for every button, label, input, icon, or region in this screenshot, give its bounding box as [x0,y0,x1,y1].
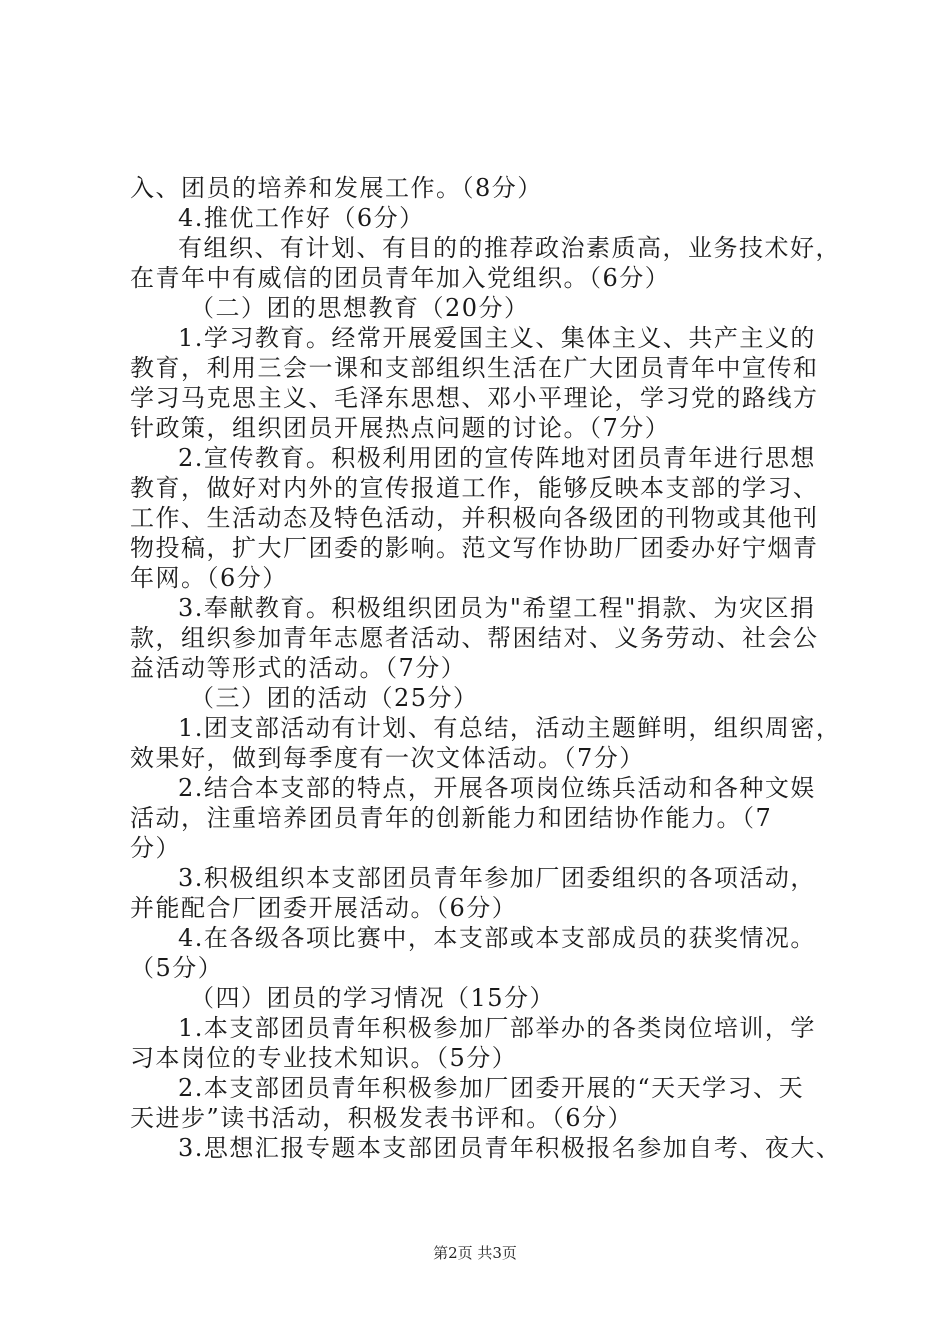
text-line: 1.学习教育。经常开展爱国主义、集体主义、共产主义的 [178,324,816,352]
text-line: 款，组织参加青年志愿者活动、帮困结对、义务劳动、社会公 [130,624,819,652]
section-heading: （三）团的活动（25分） [190,684,479,712]
text-line: 学习马克思主义、毛泽东思想、邓小平理论，学习党的路线方 [130,384,819,412]
body-text [130,173,842,1163]
text-line: 习本岗位的专业技术知识。（5分） [130,1044,518,1072]
text-line: 2.本支部团员青年积极参加厂团委开展的“天天学习、天 [178,1074,805,1102]
section-heading: （二）团的思想教育（20分） [190,294,530,322]
text-line: 3.奉献教育。积极组织团员为"希望工程"捐款、为灾区捐 [178,594,816,622]
text-line: 1.团支部活动有计划、有总结，活动主题鲜明，组织周密， [178,714,842,742]
text-line: 2.宣传教育。积极利用团的宣传阵地对团员青年进行思想 [178,444,816,472]
text-line: 益活动等形式的活动。（7分） [130,654,467,682]
text-line: 针政策，组织团员开展热点问题的讨论。（7分） [130,414,671,442]
text-line: 3.积极组织本支部团员青年参加厂团委组织的各项活动， [178,864,816,892]
text-line: 入、团员的培养和发展工作。（8分） [130,174,543,202]
text-line: 在青年中有威信的团员青年加入党组织。（6分） [130,264,671,292]
text-line: 3.思想汇报专题本支部团员青年积极报名参加自考、夜大、 [178,1134,842,1162]
text-line: 活动，注重培养团员青年的创新能力和团结协作能力。（7 [130,804,773,832]
text-line: 4.在各级各项比赛中，本支部或本支部成员的获奖情况。 [178,924,816,952]
item-heading: 4.推优工作好（6分） [178,204,425,232]
text-line: 天进步”读书活动，积极发表书评和。（6分） [130,1104,634,1132]
text-line: 年网。（6分） [130,564,288,592]
text-line: 教育，利用三会一课和支部组织生活在广大团员青年中宣传和 [130,354,819,382]
text-line: 物投稿，扩大厂团委的影响。范文写作协助厂团委办好宁烟青 [130,534,819,562]
text-line: 效果好，做到每季度有一次文体活动。（7分） [130,744,645,772]
text-line: 1.本支部团员青年积极参加厂部举办的各类岗位培训，学 [178,1014,816,1042]
text-line: 教育，做好对内外的宣传报道工作，能够反映本支部的学习、 [130,474,819,502]
text-line: 工作、生活动态及特色活动，并积极向各级团的刊物或其他刊 [130,504,819,532]
text-line: 2.结合本支部的特点，开展各项岗位练兵活动和各种文娱 [178,774,816,802]
text-line: 分） [130,834,181,862]
text-line: （5分） [130,954,224,982]
text-line: 有组织、有计划、有目的的推荐政治素质高，业务技术好， [178,234,841,262]
page-footer: 第2页 共3页 [433,1244,517,1262]
text-line: 并能配合厂团委开展活动。（6分） [130,894,518,922]
section-heading: （四）团员的学习情况（15分） [190,984,556,1012]
